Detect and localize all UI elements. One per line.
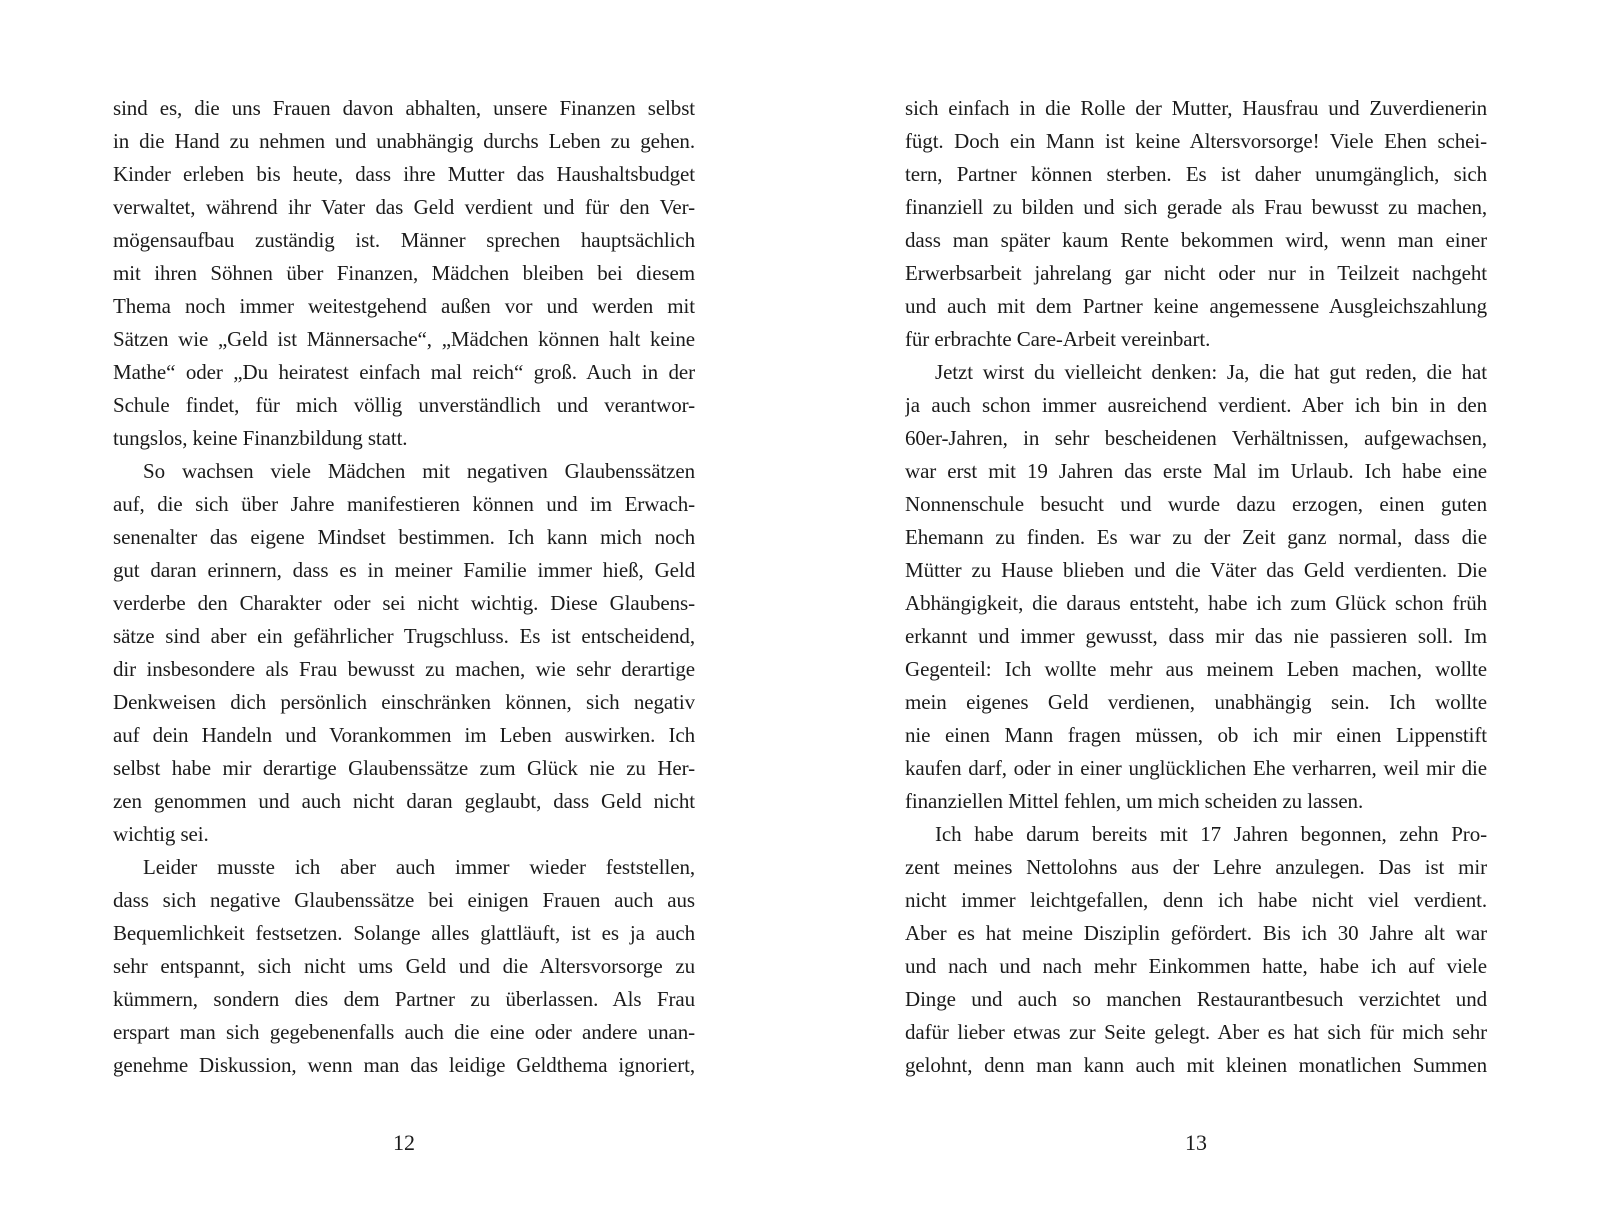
text-line: erkannt und immer gewusst, dass mir das nie passieren soll. Im — [905, 624, 1487, 648]
page-number: 13 — [1185, 1130, 1207, 1155]
text-line: genehme Diskussion, wenn man das leidige Geldthema ignoriert, — [113, 1053, 695, 1077]
text-line: Mathe“ oder „Du heiratest einfach mal reich“ groß. Auch in der — [113, 360, 695, 384]
text-line: zent meines Nettolohns aus der Lehre anzulegen. Das ist mir — [905, 855, 1487, 879]
text-line: für erbrachte Care-Arbeit vereinbart. — [905, 327, 1211, 351]
text-line: Ehemann zu finden. Es war zu der Zeit ganz normal, dass die — [905, 525, 1487, 549]
text-line: verderbe den Charakter oder sei nicht wichtig. Diese Glaubens- — [113, 591, 695, 615]
text-line: war erst mit 19 Jahren das erste Mal im Urlaub. Ich habe eine — [905, 459, 1487, 483]
text-line: kaufen darf, oder in einer unglücklichen Ehe verharren, weil mir die — [905, 756, 1487, 780]
text-line: sehr entspannt, sich nicht ums Geld und die Altersvorsorge zu — [113, 954, 695, 978]
text-line: Leider musste ich aber auch immer wieder feststellen, — [143, 855, 695, 879]
text-line: kümmern, sondern dies dem Partner zu überlassen. Als Frau — [113, 987, 695, 1011]
text-line: Thema noch immer weitestgehend außen vor und werden mit — [113, 294, 695, 318]
text-line: tungslos, keine Finanzbildung statt. — [113, 426, 408, 450]
text-line: erspart man sich gegebenenfalls auch die eine oder andere unan- — [113, 1020, 695, 1044]
text-line: dafür lieber etwas zur Seite gelegt. Aber es hat sich für mich sehr — [905, 1020, 1487, 1044]
text-line: dass man später kaum Rente bekommen wird, wenn man einer — [905, 228, 1487, 252]
text-line: wichtig sei. — [113, 822, 209, 846]
text-line: Kinder erleben bis heute, dass ihre Mutter das Haushaltsbudget — [113, 162, 695, 186]
text-block — [113, 92, 695, 1082]
text-line: Gegenteil: Ich wollte mehr aus meinem Leben machen, wollte — [905, 657, 1487, 681]
text-line: 60er-Jahren, in sehr bescheidenen Verhältnissen, aufgewachsen, — [905, 426, 1487, 450]
text-line: sind es, die uns Frauen davon abhalten, unsere Finanzen selbst — [113, 96, 695, 120]
text-line: sich einfach in die Rolle der Mutter, Hausfrau und Zuverdienerin — [905, 96, 1487, 120]
book-page-right — [905, 0, 1487, 1211]
text-line: dass sich negative Glaubenssätze bei einigen Frauen auch aus — [113, 888, 695, 912]
text-block — [905, 92, 1487, 1082]
text-line: Schule findet, für mich völlig unverständlich und verantwor- — [113, 393, 695, 417]
text-line: Mütter zu Hause blieben und die Väter das Geld verdienten. Die — [905, 558, 1487, 582]
text-line: nie einen Mann fragen müssen, ob ich mir einen Lippenstift — [905, 723, 1487, 747]
text-line: sätze sind aber ein gefährlicher Trugschluss. Es ist entscheidend, — [113, 624, 695, 648]
text-line: tern, Partner können sterben. Es ist daher unumgänglich, sich — [905, 162, 1487, 186]
text-line: selbst habe mir derartige Glaubenssätze zum Glück nie zu Her- — [113, 756, 695, 780]
text-line: Bequemlichkeit festsetzen. Solange alles glattläuft, ist es ja auch — [113, 921, 695, 945]
text-line: Jetzt wirst du vielleicht denken: Ja, die hat gut reden, die hat — [935, 360, 1487, 384]
text-line: mit ihren Söhnen über Finanzen, Mädchen bleiben bei diesem — [113, 261, 695, 285]
text-line: Denkweisen dich persönlich einschränken können, sich negativ — [113, 690, 695, 714]
text-line: Abhängigkeit, die daraus entsteht, habe ich zum Glück schon früh — [905, 591, 1487, 615]
text-line: Nonnenschule besucht und wurde dazu erzogen, einen guten — [905, 492, 1487, 516]
text-line: So wachsen viele Mädchen mit negativen Glaubenssätzen — [143, 459, 695, 483]
text-line: und auch mit dem Partner keine angemessene Ausgleichszahlung — [905, 294, 1487, 318]
text-line: auf, die sich über Jahre manifestieren können und im Erwach- — [113, 492, 695, 516]
text-line: Ich habe darum bereits mit 17 Jahren begonnen, zehn Pro- — [935, 822, 1487, 846]
text-line: in die Hand zu nehmen und unabhängig durchs Leben zu gehen. — [113, 129, 695, 153]
text-line: Erwerbsarbeit jahrelang gar nicht oder nur in Teilzeit nachgeht — [905, 261, 1487, 285]
text-line: mögensaufbau zuständig ist. Männer sprechen hauptsächlich — [113, 228, 695, 252]
text-line: senenalter das eigene Mindset bestimmen. Ich kann mich noch — [113, 525, 695, 549]
text-line: dir insbesondere als Frau bewusst zu machen, wie sehr derartige — [113, 657, 695, 681]
text-line: Aber es hat meine Disziplin gefördert. Bis ich 30 Jahre alt war — [905, 921, 1487, 945]
text-line: mein eigenes Geld verdienen, unabhängig sein. Ich wollte — [905, 690, 1487, 714]
text-line: Sätzen wie „Geld ist Männersache“, „Mädchen können halt keine — [113, 327, 695, 351]
text-line: fügt. Doch ein Mann ist keine Altersvorsorge! Viele Ehen schei- — [905, 129, 1487, 153]
text-line: zen genommen und auch nicht daran geglaubt, dass Geld nicht — [113, 789, 695, 813]
text-line: ja auch schon immer ausreichend verdient. Aber ich bin in den — [905, 393, 1487, 417]
page-number: 12 — [393, 1130, 415, 1155]
book-page-left — [113, 0, 695, 1211]
text-line: verwaltet, während ihr Vater das Geld verdient und für den Ver- — [113, 195, 695, 219]
text-line: gelohnt, denn man kann auch mit kleinen monatlichen Summen — [905, 1053, 1487, 1077]
text-line: gut daran erinnern, dass es in meiner Familie immer hieß, Geld — [113, 558, 695, 582]
text-line: auf dein Handeln und Vorankommen im Leben auswirken. Ich — [113, 723, 695, 747]
text-line: und nach und nach mehr Einkommen hatte, habe ich auf viele — [905, 954, 1487, 978]
text-line: Dinge und auch so manchen Restaurantbesuch verzichtet und — [905, 987, 1487, 1011]
text-line: finanziell zu bilden und sich gerade als Frau bewusst zu machen, — [905, 195, 1487, 219]
text-line: nicht immer leichtgefallen, denn ich habe nicht viel verdient. — [905, 888, 1487, 912]
text-line: finanziellen Mittel fehlen, um mich scheiden zu lassen. — [905, 789, 1364, 813]
